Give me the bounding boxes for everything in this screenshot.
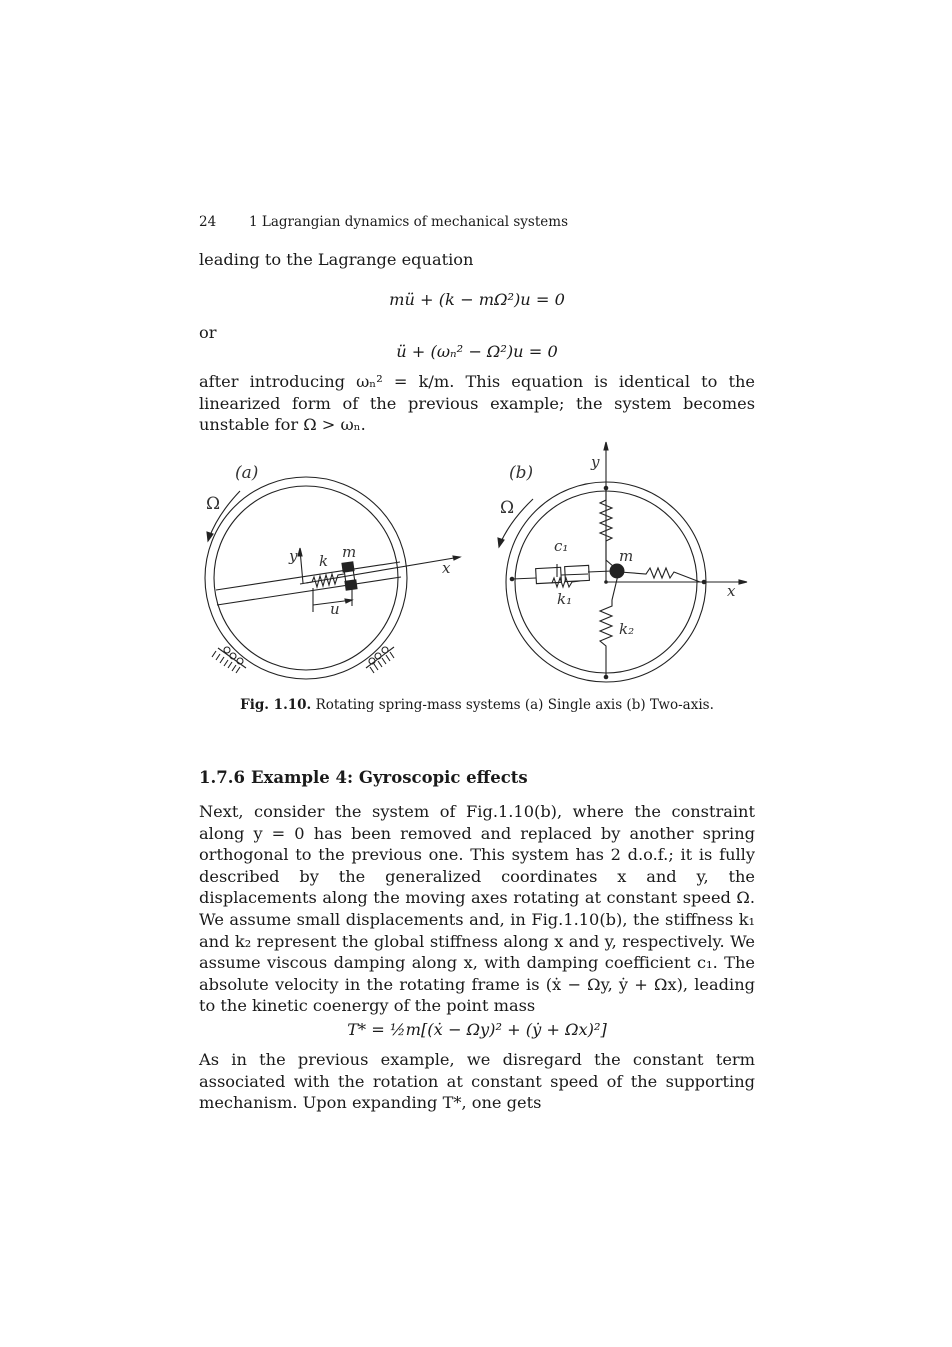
omega-a: Ω (206, 494, 221, 514)
connector-or: or (199, 323, 217, 342)
spring-k2-label: k₂ (619, 620, 635, 638)
spring-top-b-icon (600, 490, 614, 567)
dimension-u-label: u (330, 600, 340, 618)
rail-a-top (216, 562, 400, 590)
spring-k1-label: k₁ (557, 590, 573, 608)
ring-a-outer (205, 477, 407, 679)
equation-kinetic-coenergy: T* = ½m[(ẋ − Ωy)² + (ẏ + Ωx)²] (347, 1020, 607, 1039)
paragraph-stability: after introducing ωₙ² = k/m. This equation is identical to the linearized form of the previous example; the system becomes unstable for Ω > ωₙ. (199, 372, 755, 435)
axis-y-a-label: y (289, 547, 298, 565)
label-b: (b) (509, 463, 534, 483)
spring-right-b-icon (620, 568, 700, 582)
paragraph-lagrange-intro: leading to the Lagrange equation (199, 250, 474, 269)
equation-lagrange: mü + (k − mΩ²)u = 0 (389, 290, 565, 309)
axis-x-a-label: x (442, 559, 451, 577)
ground-support-a-left-icon (212, 647, 246, 673)
mass-a-label: m (342, 543, 357, 561)
caption-label: Fig. 1.10. (240, 697, 312, 713)
page-number: 24 (199, 214, 217, 230)
rail-a-bottom (217, 577, 401, 605)
mass-b-label: m (619, 547, 634, 565)
caption-text: Rotating spring-mass systems (a) Single axis (b) Two-axis. (315, 697, 714, 713)
section-title: Example 4: Gyroscopic effects (250, 768, 528, 787)
spring-k-label: k (319, 552, 329, 570)
spring-k2-icon (600, 575, 618, 676)
equation-normalized: ü + (ωₙ² − Ω²)u = 0 (396, 342, 558, 361)
mass-b (610, 564, 625, 579)
paragraph-expanding: As in the previous example, we disregard the constant term associated with the rotation at constant speed of the supporting mechanism. Upon expanding T*, one gets (199, 1050, 755, 1113)
ring-a-inner (214, 486, 398, 670)
axis-y-b-label: y (591, 453, 600, 471)
damper-c1-label: c₁ (554, 537, 569, 555)
spring-k1-icon (546, 578, 580, 587)
axis-x-b-label: x (727, 582, 736, 600)
paragraph-gyroscopic: Next, consider the system of Fig.1.10(b), where the constraint along y = 0 has been removed and replaced by another spring orthogonal to the previous one. This system has 2 d.o.f.; it is fully described by the generalized coordinates x and y, the displacements along the moving axes rotating at constant speed Ω. We assume small displacements and, in Fig.1.10(b), the stiffness k₁ and k₂ represent the global stiffness along x and y, respectively. We assume viscous damping along x, with damping coefficient c₁. The absolute velocity in the rotating frame is (ẋ − Ωy, ẏ + Ωx), leading to the kinetic coenergy of the point mass (199, 802, 755, 1016)
label-a: (a) (235, 463, 259, 483)
omega-b: Ω (500, 498, 515, 518)
mass-a-top (341, 561, 354, 573)
section-number: 1.7.6 (199, 768, 245, 787)
mass-a-bottom (344, 579, 357, 591)
ground-support-a-right-icon (366, 647, 394, 673)
chapter-title: 1 Lagrangian dynamics of mechanical systems (249, 214, 569, 230)
